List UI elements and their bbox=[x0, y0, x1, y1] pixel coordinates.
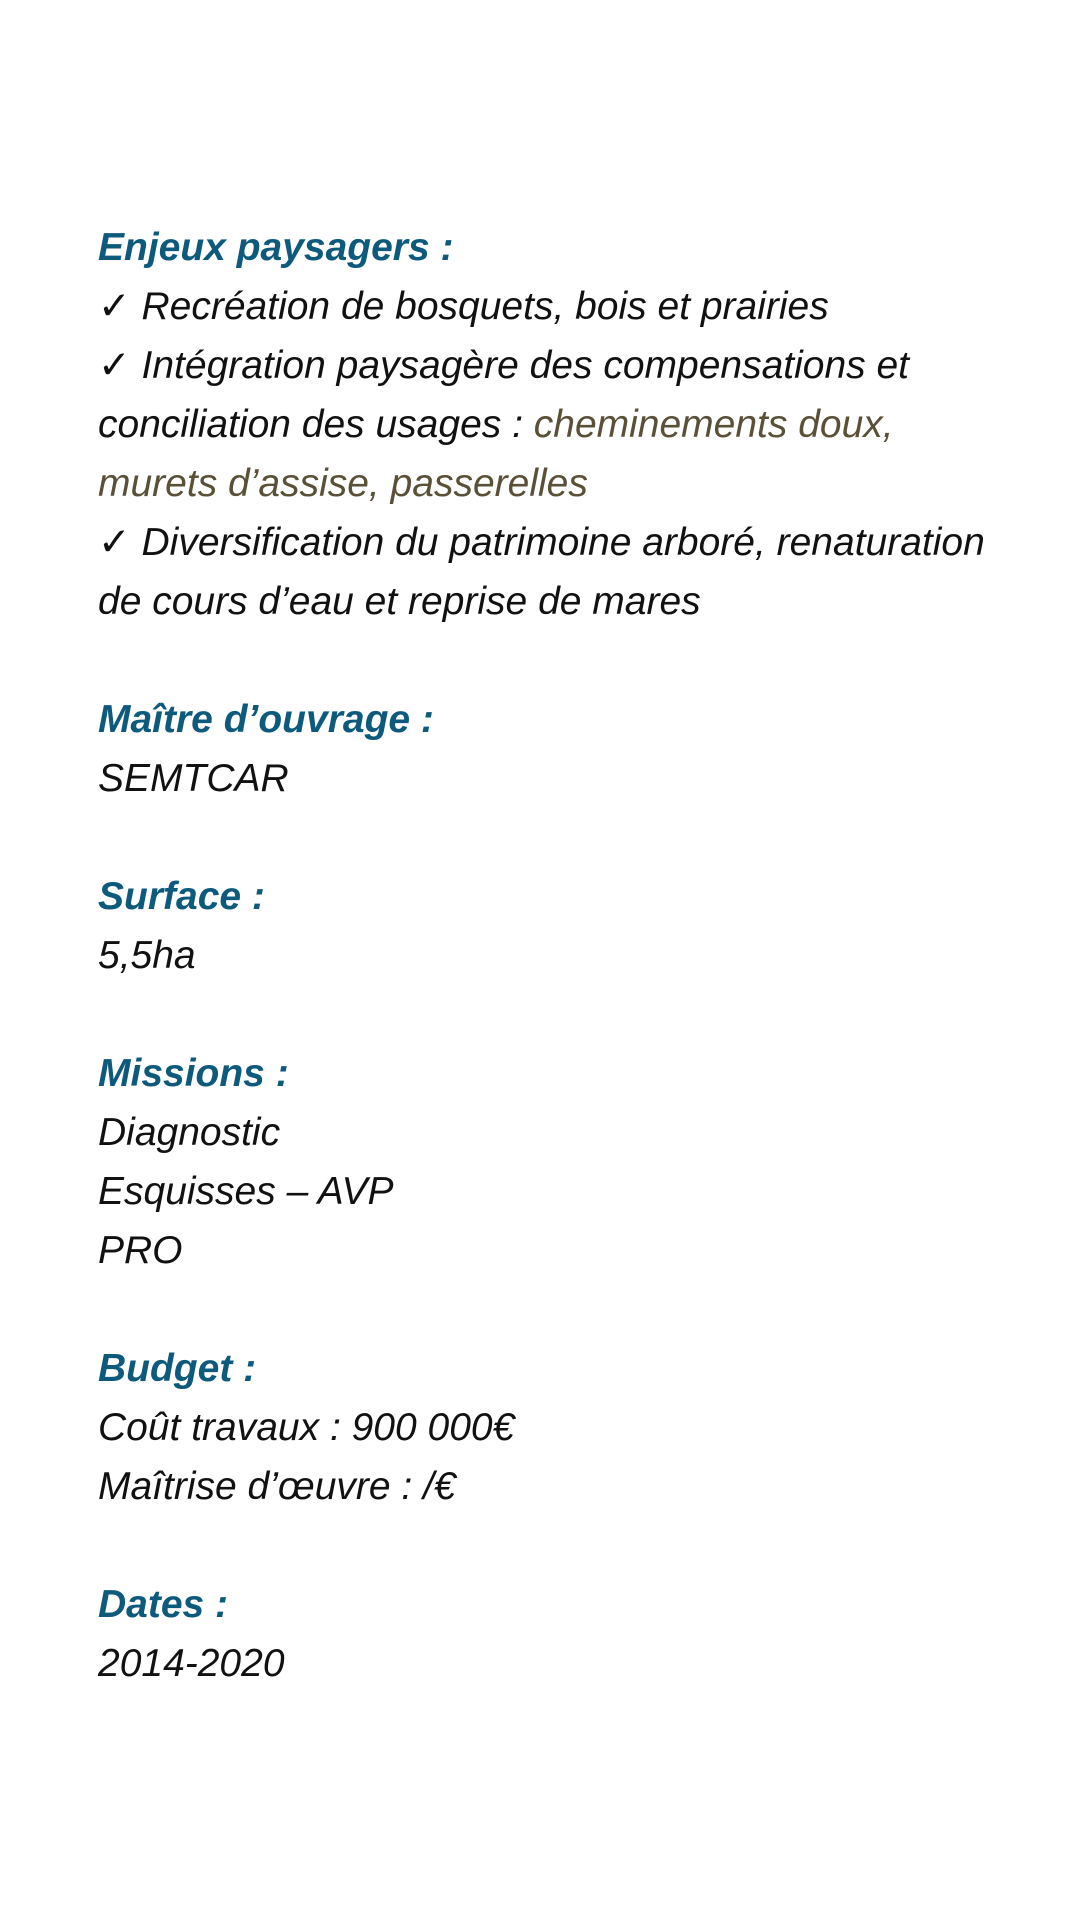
surface-heading: Surface : bbox=[98, 875, 265, 918]
maitre-ouvrage-value: SEMTCAR bbox=[98, 757, 289, 800]
enjeux-heading: Enjeux paysagers : bbox=[98, 226, 454, 269]
maitre-ouvrage-section bbox=[98, 690, 998, 808]
budget-section bbox=[98, 1339, 998, 1516]
enjeux-item: ✓ Diversification du patrimoine arboré, renaturation de cours d’eau et reprise de mares bbox=[98, 521, 985, 623]
enjeux-item: ✓ Recréation de bosquets, bois et prairies bbox=[98, 285, 829, 328]
enjeux-item-accent: cheminements doux, murets d’assise, passerelles bbox=[98, 403, 894, 505]
dates-heading: Dates : bbox=[98, 1583, 229, 1626]
enjeux-section bbox=[98, 218, 998, 631]
mission-item: PRO bbox=[98, 1229, 183, 1272]
project-info bbox=[98, 218, 998, 1693]
surface-section bbox=[98, 867, 998, 985]
dates-value: 2014-2020 bbox=[98, 1642, 285, 1685]
missions-heading: Missions : bbox=[98, 1052, 289, 1095]
enjeux-item: ✓ Intégration paysagère des compensations et conciliation des usages : cheminements doux, murets d’assise, passerelles bbox=[98, 344, 910, 505]
mission-item: Diagnostic bbox=[98, 1111, 281, 1154]
dates-section bbox=[98, 1575, 998, 1693]
surface-value: 5,5ha bbox=[98, 934, 196, 977]
mission-item: Esquisses – AVP bbox=[98, 1170, 394, 1213]
budget-item: Maîtrise d’œuvre : /€ bbox=[98, 1465, 456, 1508]
maitre-ouvrage-heading: Maître d’ouvrage : bbox=[98, 698, 434, 741]
missions-section bbox=[98, 1044, 998, 1280]
budget-item: Coût travaux : 900 000€ bbox=[98, 1406, 515, 1449]
budget-heading: Budget : bbox=[98, 1347, 257, 1390]
